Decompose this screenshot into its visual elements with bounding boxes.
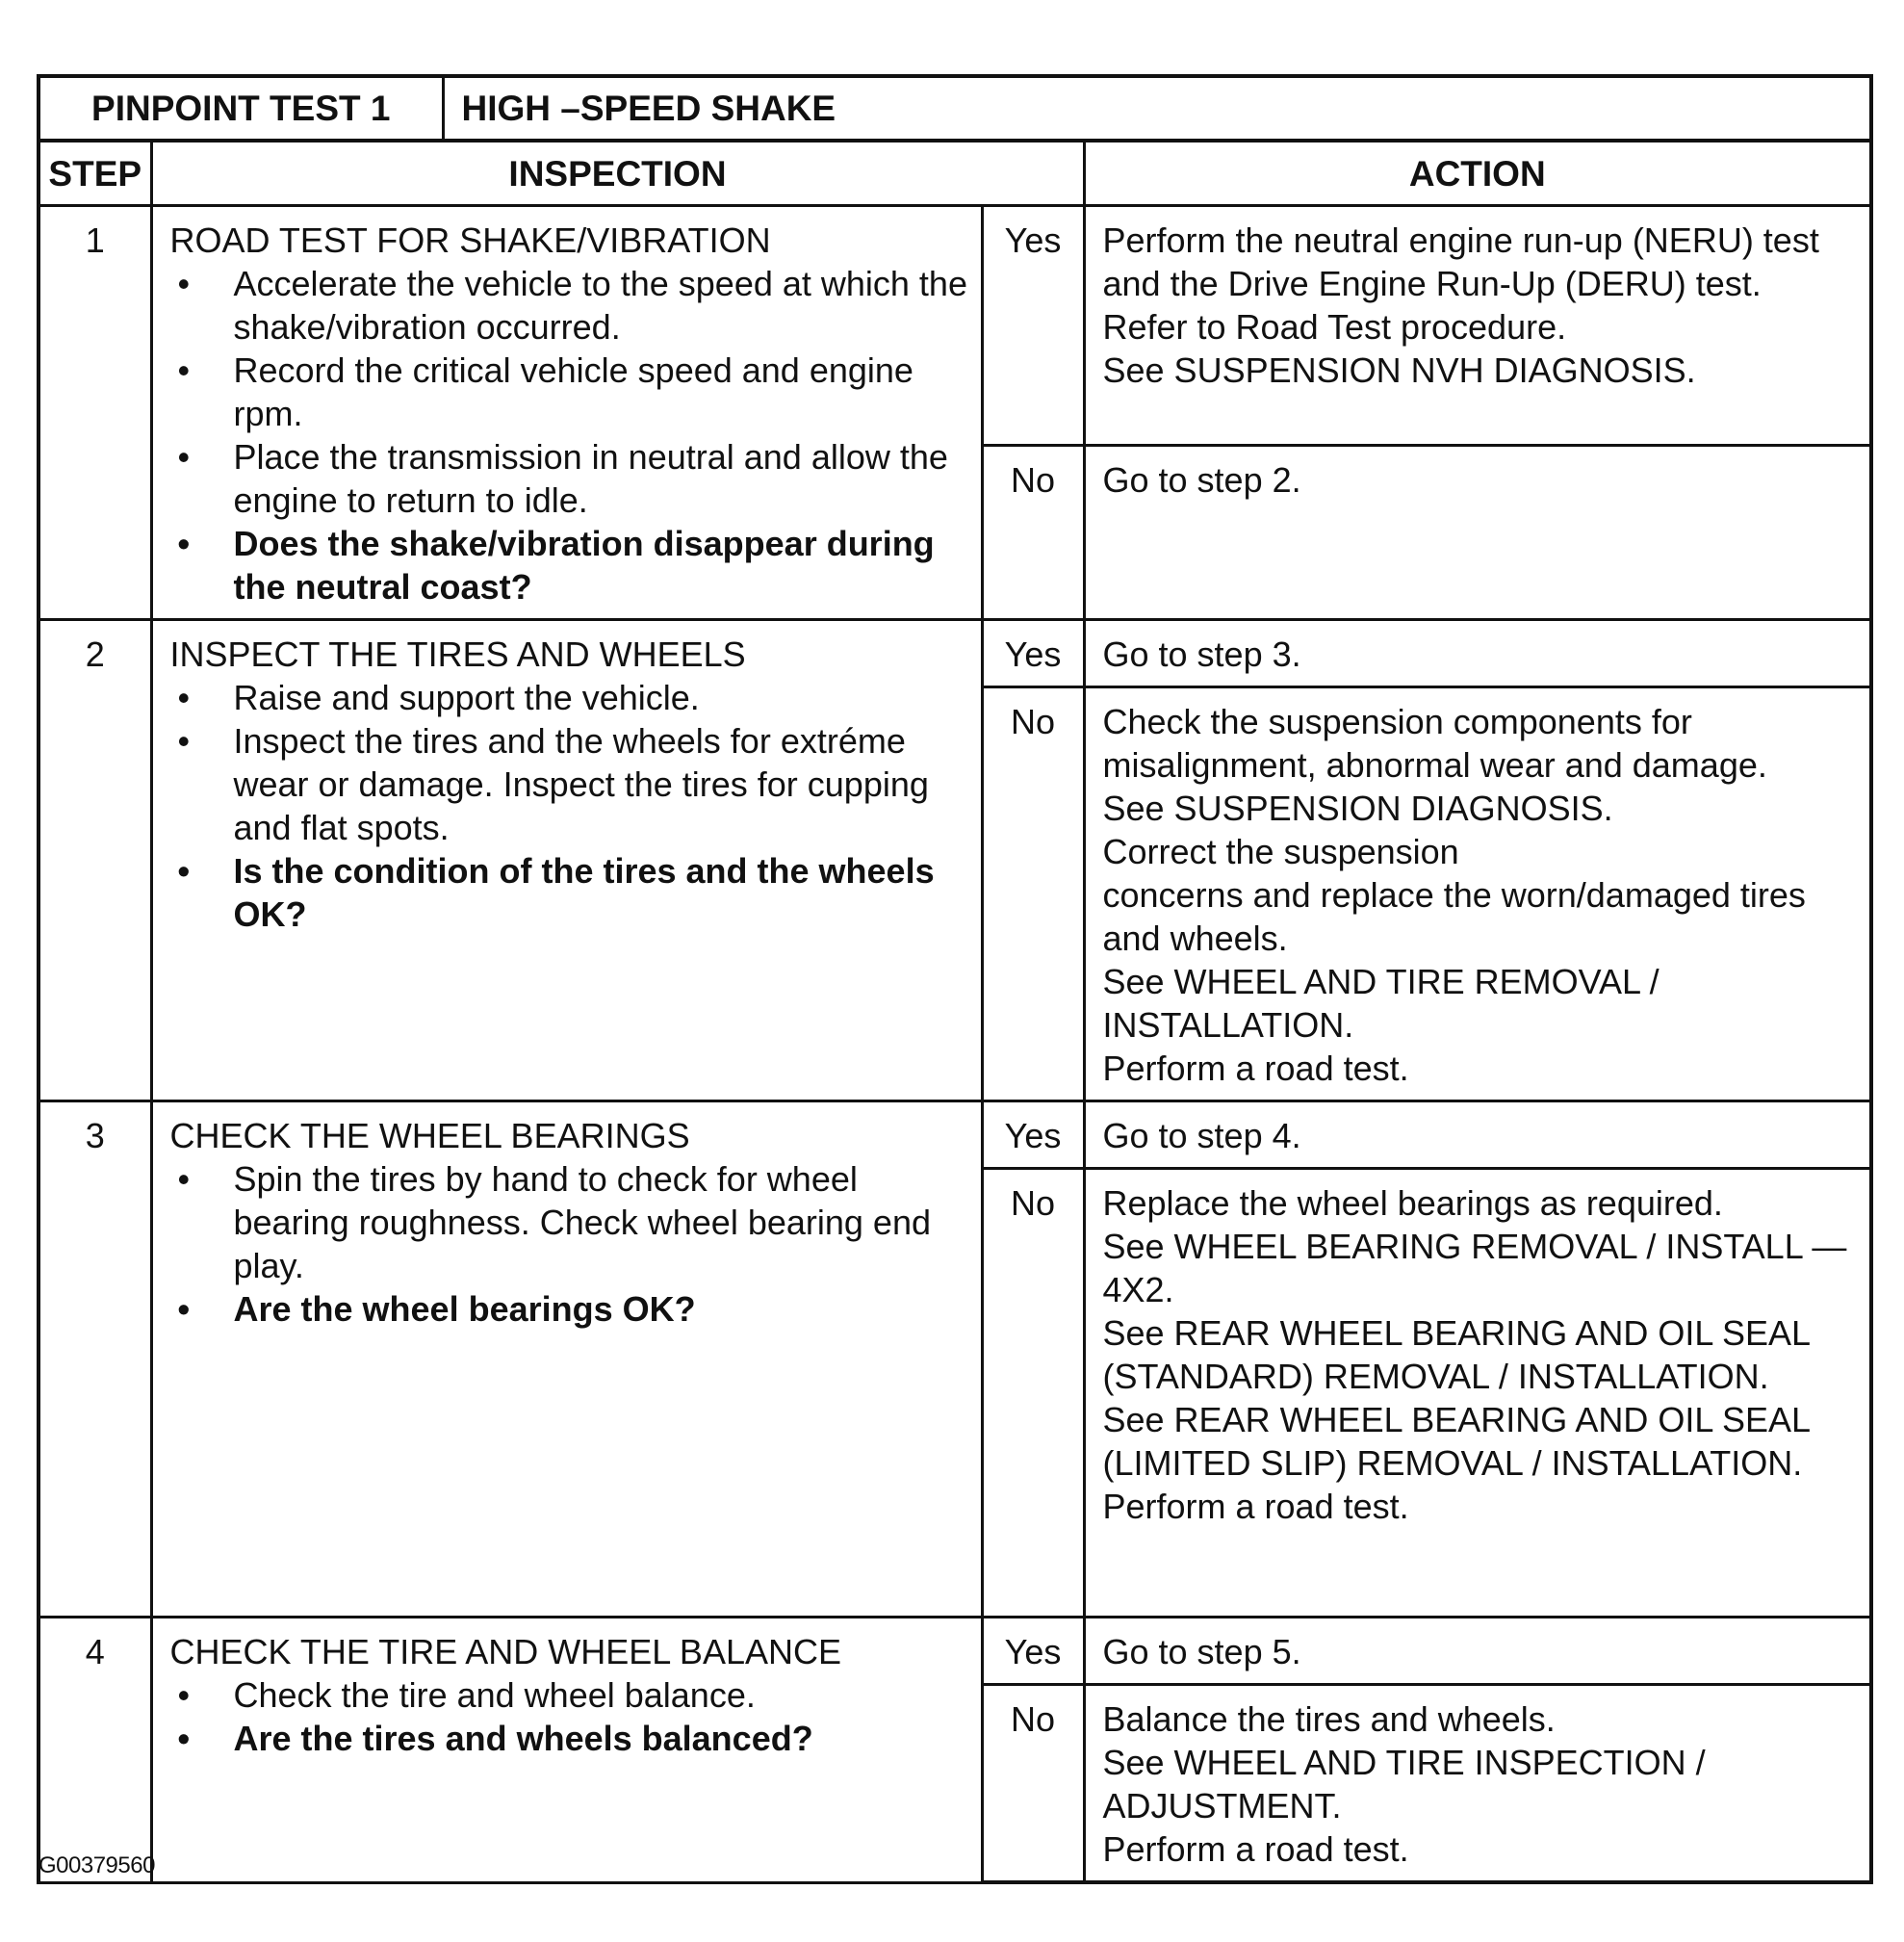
no-label: No [982,446,1084,620]
pinpoint-test-table [37,74,1873,1884]
step-inspection [151,1618,982,1883]
bullet-dot-icon: • [177,1675,191,1715]
no-action [1084,687,1871,1101]
inspection-bullet: • Accelerate the vehicle to the speed at which the shake/vibration occurred. [177,264,967,347]
step-number: 4 [39,1618,151,1883]
inspection-bullet: • Inspect the tires and the wheels for extréme wear or damage. Inspect the tires for cupping and flat spots. [177,721,929,847]
step-inspection [151,620,982,1101]
action-line: Perform a road test. [1102,1049,1409,1088]
figure-id: G00379560 [39,1852,155,1878]
inspection-question: • Are the tires and wheels balanced? [177,1719,813,1758]
inspection-title: CHECK THE WHEEL BEARINGS [169,1116,690,1155]
inspection-bullet: • Raise and support the vehicle. [177,678,700,717]
action-column-header: ACTION [1084,141,1871,206]
bullet-dot-icon: • [177,721,191,761]
yes-label: Yes [982,1101,1084,1169]
action-line: Replace the wheel bearings as required. [1102,1183,1723,1223]
bullet-dot-icon: • [177,1159,191,1199]
no-action [1084,1685,1871,1883]
inspection-title: INSPECT THE TIRES AND WHEELS [169,634,746,674]
inspection-bullets [170,1673,971,1760]
action-line: Perform a road test. [1102,1487,1409,1526]
action-line: Go to step 5. [1102,1632,1301,1671]
action-line: See WHEEL BEARING REMOVAL / INSTALL — 4X2. [1102,1227,1847,1309]
bullet-dot-icon: • [177,851,191,891]
action-line: Perform a road test. [1102,1829,1409,1869]
step-inspection [151,1101,982,1618]
action-line: See SUSPENSION NVH DIAGNOSIS. [1102,350,1696,390]
inspection-bullets [170,676,971,936]
inspection-question: • Does the shake/vibration disappear during the neutral coast? [177,524,935,607]
action-line: Balance the tires and wheels. [1102,1699,1556,1739]
inspection-question: • Are the wheel bearings OK? [177,1289,696,1329]
no-label: No [982,687,1084,1101]
step-4-yes-row [39,1618,1871,1685]
test-label: PINPOINT TEST 1 [39,76,443,141]
action-line: Check the suspension components for misalignment, abnormal wear and damage. [1102,702,1767,785]
inspection-bullet: • Record the critical vehicle speed and engine rpm. [177,350,913,433]
action-line: See REAR WHEEL BEARING AND OIL SEAL (LIMITED SLIP) REMOVAL / INSTALLATION. [1102,1400,1810,1483]
no-action [1084,446,1871,620]
inspection-bullets [170,262,971,608]
bullet-dot-icon: • [177,1719,191,1758]
no-label: No [982,1169,1084,1618]
yes-label: Yes [982,1618,1084,1685]
step-number: 3 [39,1101,151,1618]
step-column-header: STEP [39,141,151,206]
bullet-dot-icon: • [177,350,191,390]
no-action [1084,1169,1871,1618]
action-line: concerns and replace the worn/damaged tires and wheels. [1102,875,1806,958]
action-line: Go to step 4. [1102,1116,1301,1155]
step-number: 1 [39,206,151,620]
action-line: Perform the neutral engine run-up (NERU) test and the Drive Engine Run-Up (DERU) test. [1102,220,1819,303]
yes-action [1084,206,1871,446]
no-label: No [982,1685,1084,1883]
inspection-title: ROAD TEST FOR SHAKE/VIBRATION [169,220,771,260]
bullet-dot-icon: • [177,524,191,563]
inspection-bullet: • Place the transmission in neutral and allow the engine to return to idle. [177,437,948,520]
yes-action [1084,620,1871,687]
title-row [39,76,1871,141]
action-line: See REAR WHEEL BEARING AND OIL SEAL (STANDARD) REMOVAL / INSTALLATION. [1102,1313,1810,1396]
column-header-row [39,141,1871,206]
step-2-yes-row [39,620,1871,687]
bullet-dot-icon: • [177,437,191,477]
action-line: Correct the suspension [1102,832,1459,871]
yes-action [1084,1618,1871,1685]
action-line: See SUSPENSION DIAGNOSIS. [1102,789,1613,828]
inspection-bullet: • Spin the tires by hand to check for wheel bearing roughness. Check wheel bearing end play. [177,1159,931,1285]
step-3-yes-row [39,1101,1871,1169]
inspection-title: CHECK THE TIRE AND WHEEL BALANCE [169,1632,841,1671]
action-line: See WHEEL AND TIRE REMOVAL / INSTALLATION. [1102,962,1660,1045]
yes-label: Yes [982,620,1084,687]
action-line: Refer to Road Test procedure. [1102,307,1567,347]
inspection-question: • Is the condition of the tires and the wheels OK? [177,851,935,934]
action-line: Go to step 2. [1102,460,1301,501]
step-number: 2 [39,620,151,1101]
action-line: Go to step 3. [1102,634,1301,674]
bullet-dot-icon: • [177,1289,191,1329]
yes-label: Yes [982,206,1084,446]
bullet-dot-icon: • [177,264,191,303]
step-inspection [151,206,982,620]
bullet-dot-icon: • [177,678,191,717]
inspection-column-header: INSPECTION [151,141,1084,206]
step-1-yes-row [39,206,1871,446]
inspection-bullet: • Check the tire and wheel balance. [177,1675,756,1715]
test-title: HIGH –SPEED SHAKE [443,76,1871,141]
yes-action [1084,1101,1871,1169]
inspection-bullets [170,1157,971,1331]
action-line: See WHEEL AND TIRE INSPECTION / ADJUSTMENT. [1102,1743,1706,1825]
